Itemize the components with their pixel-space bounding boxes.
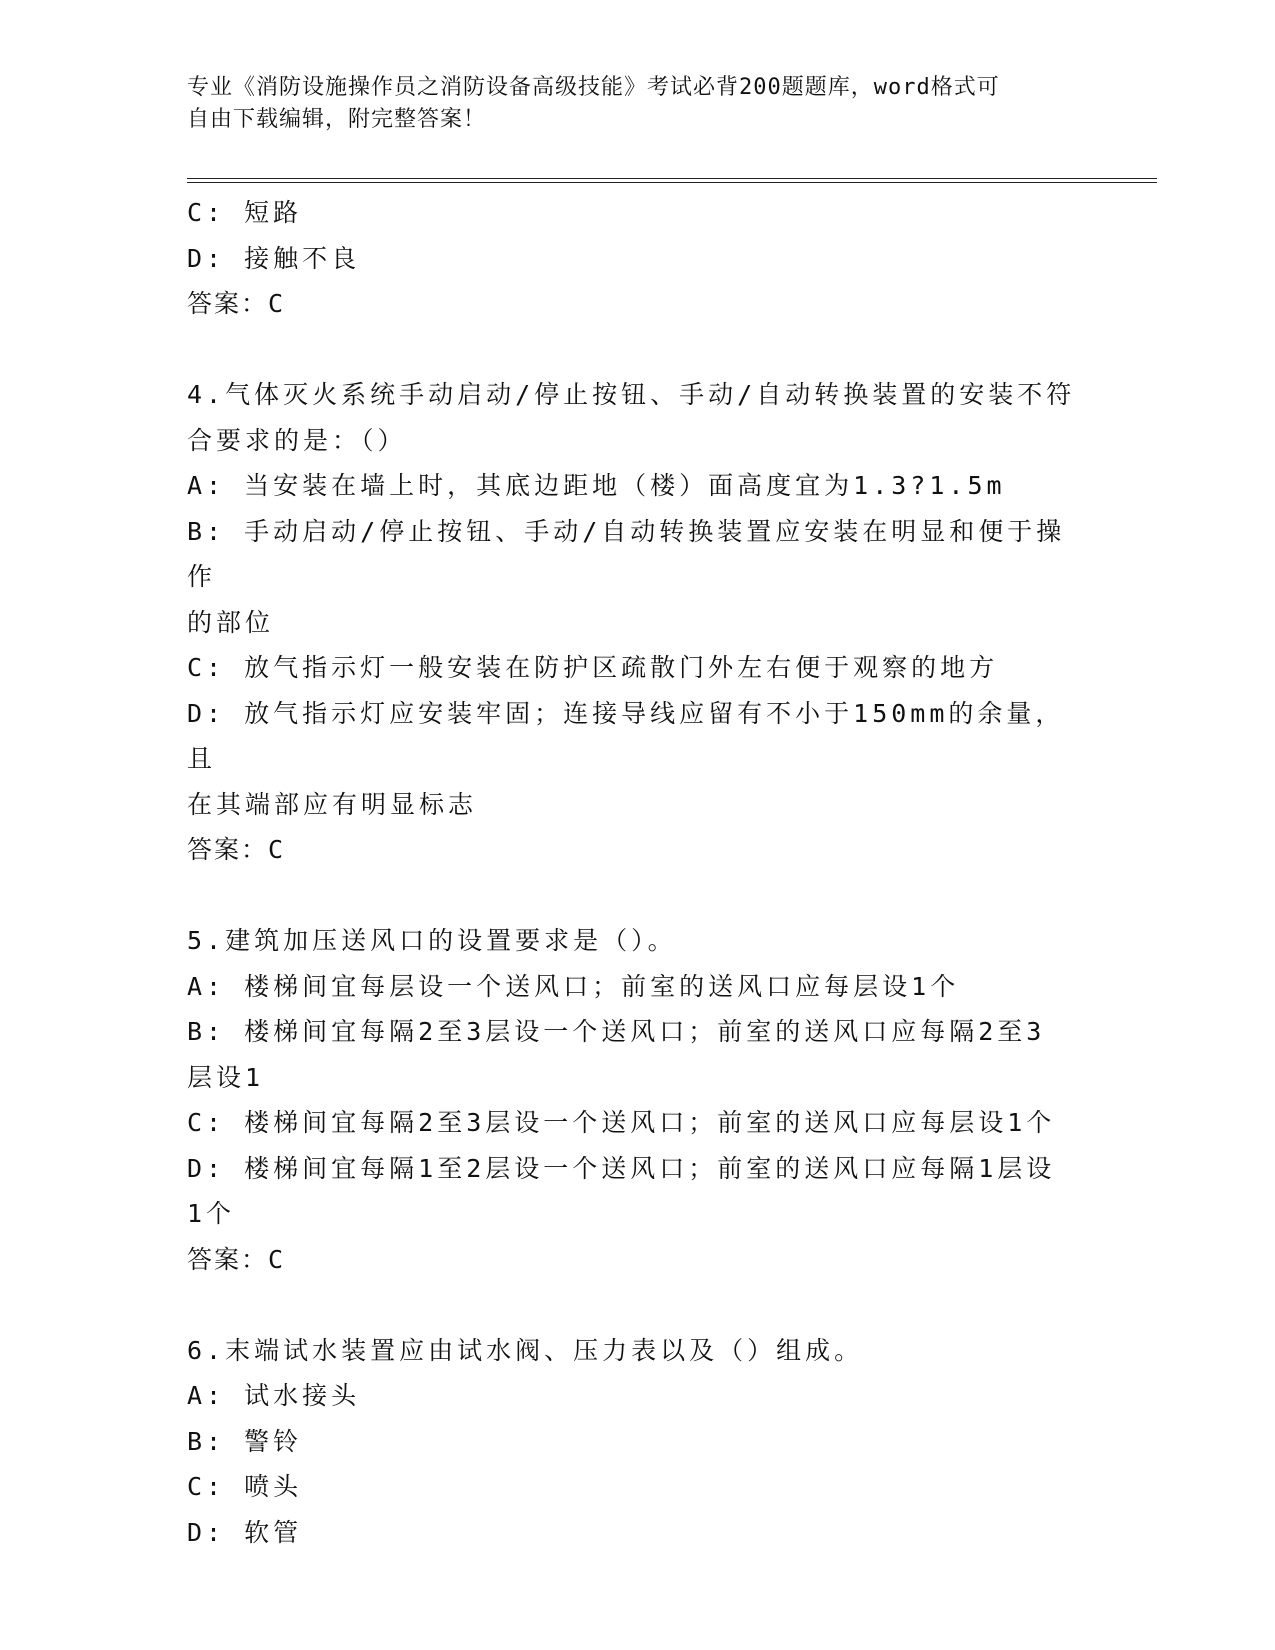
q4-option-d-line-1: D: 放气指示灯应安装牢固；连接导线应留有不小于150mm的余量，且 — [187, 698, 1065, 773]
q4-option-a: A: 当安装在墙上时，其底边距地（楼）面高度宜为1.3?1.5m — [187, 471, 1006, 500]
header-title-line-1: 专业《消防设施操作员之消防设备高级技能》考试必背200题题库，word格式可 — [187, 75, 1000, 100]
question-list — [187, 190, 1087, 1555]
q3-answer: 答案：C — [187, 289, 286, 318]
q4-option-c: C: 放气指示灯一般安装在防护区疏散门外左右便于观察的地方 — [187, 653, 999, 682]
spacer — [187, 327, 1087, 373]
q4-option-d-line-2: 在其端部应有明显标志 — [187, 789, 478, 819]
header-title-line-2: 自由下载编辑，附完整答案！ — [187, 107, 487, 132]
q5-answer: 答案：C — [187, 1244, 286, 1274]
header-divider-bottom — [187, 182, 1157, 183]
q5-option-d-line-2: 1个 — [187, 1199, 236, 1228]
q3-option-d: D: 接触不良 — [187, 243, 361, 273]
header-divider-top — [187, 178, 1157, 179]
q4-stem-line-1: 4.气体灭火系统手动启动/停止按钮、手动/自动转换装置的安装不符 — [187, 380, 1076, 409]
q6-stem: 6.末端试水装置应由试水阀、压力表以及（）组成。 — [187, 1335, 864, 1365]
q4-option-b-line-1: B: 手动启动/停止按钮、手动/自动转换装置应安装在明显和便于操作 — [187, 516, 1066, 591]
q5-option-d-line-1: D: 楼梯间宜每隔1至2层设一个送风口；前室的送风口应每隔1层设 — [187, 1153, 1056, 1183]
document-header — [187, 72, 1067, 136]
q5-option-b-line-1: B: 楼梯间宜每隔2至3层设一个送风口；前室的送风口应每隔2至3 — [187, 1017, 1046, 1046]
q5-option-a: A: 楼梯间宜每层设一个送风口；前室的送风口应每层设1个 — [187, 971, 960, 1001]
q5-option-c: C: 楼梯间宜每隔2至3层设一个送风口；前室的送风口应每层设1个 — [187, 1108, 1056, 1137]
q3-option-c: C: 短路 — [187, 198, 303, 227]
q6-option-a: A: 试水接头 — [187, 1381, 361, 1410]
question-5 — [187, 918, 1087, 1282]
q4-stem-line-2: 合要求的是：（） — [187, 425, 407, 455]
q4-option-b-line-2: 的部位 — [187, 607, 275, 637]
spacer — [187, 1282, 1087, 1328]
question-4 — [187, 372, 1087, 873]
q6-option-d: D: 软管 — [187, 1517, 303, 1547]
q6-option-c: C: 喷头 — [187, 1472, 303, 1501]
question-3-tail — [187, 190, 1087, 327]
q5-option-b-line-2: 层设1 — [187, 1062, 265, 1092]
q6-option-b: B: 警铃 — [187, 1426, 303, 1456]
spacer — [187, 873, 1087, 919]
question-6 — [187, 1328, 1087, 1556]
q4-answer: 答案：C — [187, 835, 286, 864]
q5-stem: 5.建筑加压送风口的设置要求是（）。 — [187, 926, 677, 955]
